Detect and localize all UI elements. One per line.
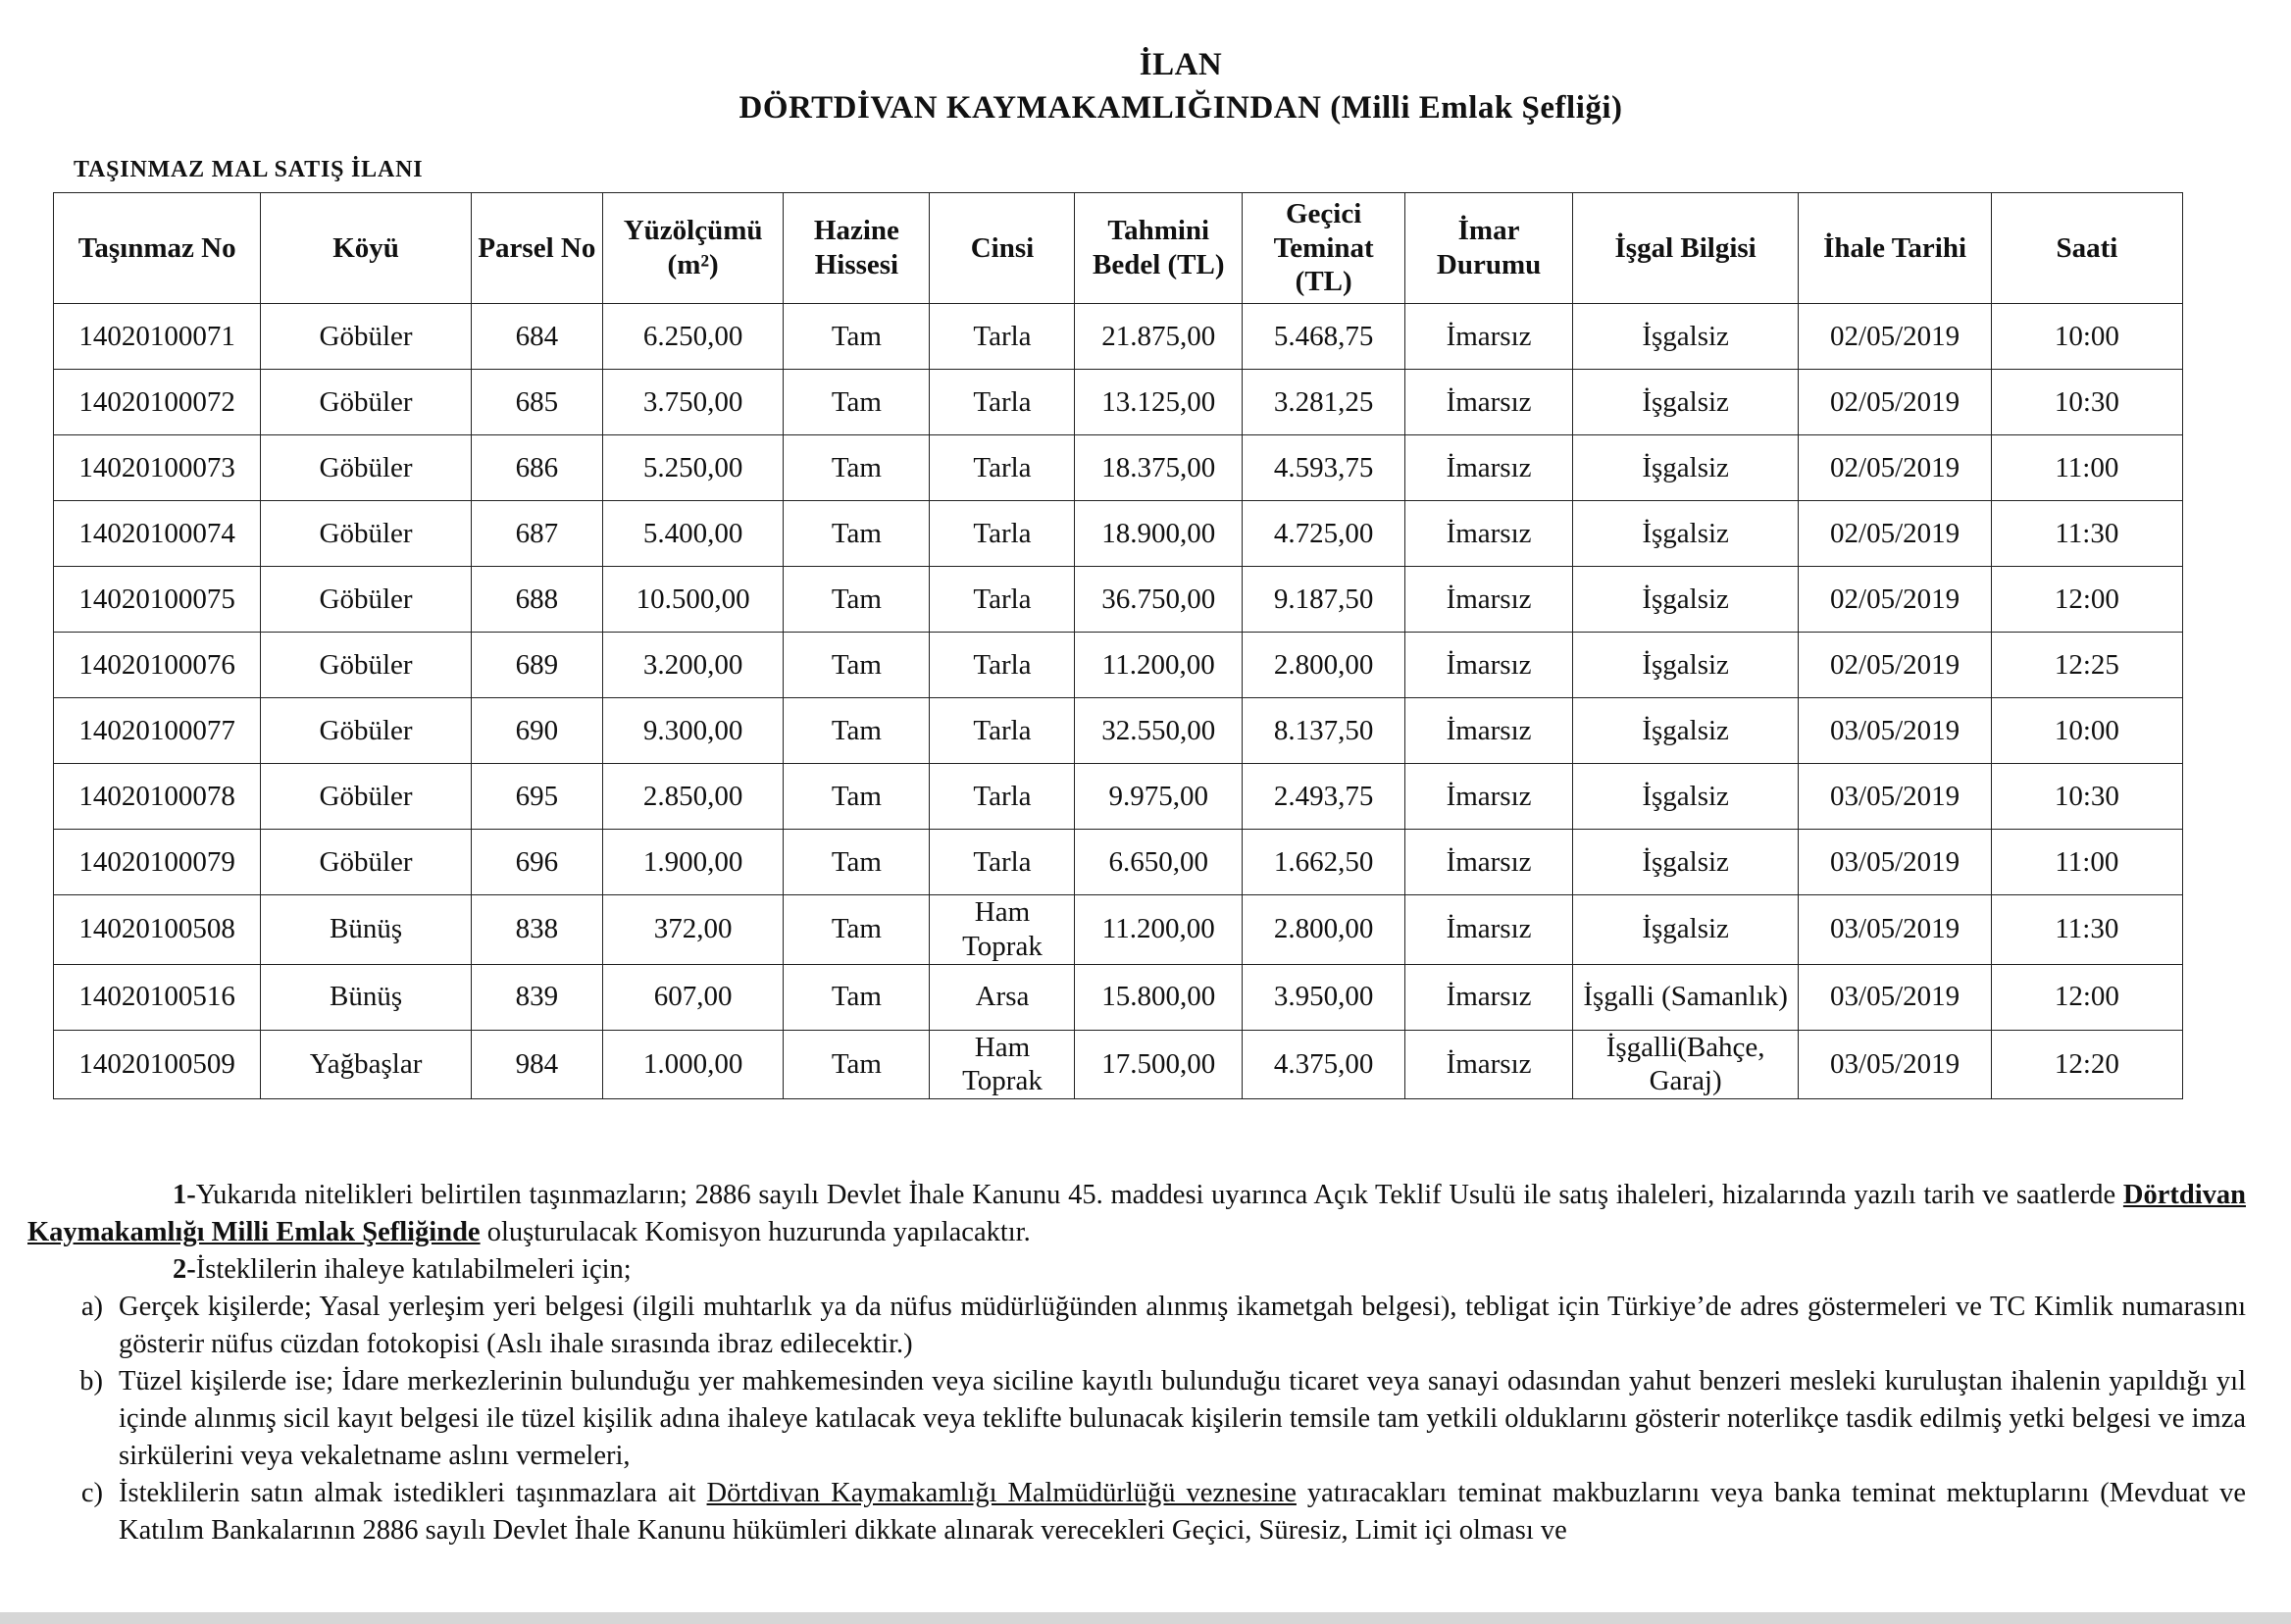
list-text-part: İsteklilerin satın almak istedikleri taşınmazlara ait	[119, 1478, 707, 1508]
cell-hisse: Tam	[784, 304, 930, 370]
cell-tasinmaz-no: 14020100072	[54, 370, 261, 435]
cell-parsel: 687	[471, 501, 602, 567]
cell-tasinmaz-no: 14020100077	[54, 698, 261, 764]
cell-saat: 12:00	[1991, 964, 2182, 1030]
paragraph-number: 2-	[173, 1254, 196, 1285]
list-item-a	[27, 1289, 2246, 1363]
table-row	[54, 895, 2183, 965]
cell-bedel: 9.975,00	[1075, 764, 1243, 830]
cell-tarih: 03/05/2019	[1799, 895, 1991, 965]
cell-cins: Tarla	[930, 764, 1075, 830]
cell-saat: 12:00	[1991, 567, 2182, 633]
cell-cins: Tarla	[930, 698, 1075, 764]
property-table	[53, 192, 2183, 1099]
cell-bedel: 17.500,00	[1075, 1030, 1243, 1099]
cell-tasinmaz-no: 14020100073	[54, 435, 261, 501]
cell-koyu: Göbüler	[261, 567, 472, 633]
cell-tasinmaz-no: 14020100509	[54, 1030, 261, 1099]
cell-teminat: 4.375,00	[1243, 1030, 1405, 1099]
cell-hisse: Tam	[784, 698, 930, 764]
cell-teminat: 2.800,00	[1243, 895, 1405, 965]
header-imar-durumu: İmar Durumu	[1405, 193, 1573, 304]
cell-bedel: 13.125,00	[1075, 370, 1243, 435]
cell-imar: İmarsız	[1405, 895, 1573, 965]
cell-teminat: 9.187,50	[1243, 567, 1405, 633]
cell-bedel: 6.650,00	[1075, 830, 1243, 895]
cell-cins: Tarla	[930, 501, 1075, 567]
list-item-b	[27, 1363, 2246, 1475]
cell-koyu: Göbüler	[261, 370, 472, 435]
cell-koyu: Bünüş	[261, 964, 472, 1030]
list-text: Gerçek kişilerde; Yasal yerleşim yeri belgesi (ilgili muhtarlık ya da nüfus müdürlüğünden alınmış ikametgah belgesi), tebligat için Türkiye’de adres göstermeleri ve TC Kimlik numarasını gösterir nüfus cüzdan fotokopisi (Aslı ihale sırasında ibraz edilecektir.)	[119, 1292, 2246, 1359]
header-ihale-tarihi: İhale Tarihi	[1799, 193, 1991, 304]
cell-teminat: 3.281,25	[1243, 370, 1405, 435]
table-subtitle: TAŞINMAZ MAL SATIŞ İLANI	[74, 157, 424, 182]
cell-tarih: 03/05/2019	[1799, 698, 1991, 764]
payment-office-emphasis: Dörtdivan Kaymakamlığı Malmüdürlüğü veznesine	[706, 1478, 1297, 1508]
cell-bedel: 36.750,00	[1075, 567, 1243, 633]
header-isgal-bilgisi: İşgal Bilgisi	[1572, 193, 1799, 304]
cell-isgal: İşgalsiz	[1572, 895, 1799, 965]
cell-teminat: 1.662,50	[1243, 830, 1405, 895]
cell-imar: İmarsız	[1405, 501, 1573, 567]
cell-parsel: 839	[471, 964, 602, 1030]
cell-cins: Tarla	[930, 633, 1075, 698]
cell-imar: İmarsız	[1405, 964, 1573, 1030]
cell-hisse: Tam	[784, 435, 930, 501]
cell-isgal: İşgalsiz	[1572, 370, 1799, 435]
header-saati: Saati	[1991, 193, 2182, 304]
cell-teminat: 8.137,50	[1243, 698, 1405, 764]
cell-bedel: 32.550,00	[1075, 698, 1243, 764]
cell-parsel: 689	[471, 633, 602, 698]
cell-yuzolcum: 2.850,00	[602, 764, 783, 830]
cell-tasinmaz-no: 14020100508	[54, 895, 261, 965]
table-row	[54, 633, 2183, 698]
list-text: Tüzel kişilerde ise; İdare merkezlerinin bulunduğu yer mahkemesinden veya siciline kayıtlı bulunduğu ticaret veya sanayi odasından yahut benzeri mesleki kuruluştan ihalenin yapıldığı yıl içinde alınmış sicil kayıt belgesi ile tüzel kişilik adına ihaleye katılacak veya teklifte bulunacak kişilerin temsile tam yetkili olduklarını gösterir noterlikçe tasdik edilmiş yetki belgesi ve imza sirkülerini veya vekaletname aslını vermeleri,	[119, 1366, 2246, 1471]
cell-tasinmaz-no: 14020100078	[54, 764, 261, 830]
cell-tasinmaz-no: 14020100071	[54, 304, 261, 370]
cell-imar: İmarsız	[1405, 304, 1573, 370]
table-row	[54, 698, 2183, 764]
cell-hisse: Tam	[784, 633, 930, 698]
table-row	[54, 304, 2183, 370]
cell-saat: 10:00	[1991, 698, 2182, 764]
cell-teminat: 3.950,00	[1243, 964, 1405, 1030]
cell-parsel: 838	[471, 895, 602, 965]
cell-hisse: Tam	[784, 895, 930, 965]
cell-saat: 11:30	[1991, 895, 2182, 965]
table-row	[54, 1030, 2183, 1099]
cell-isgal: İşgalsiz	[1572, 764, 1799, 830]
header-tahmini-bedel: Tahmini Bedel (TL)	[1075, 193, 1243, 304]
venue-emphasis: Dörtdivan Kaymakamlığı Milli Emlak Şefliğinde	[27, 1180, 2246, 1247]
table-row	[54, 435, 2183, 501]
cell-teminat: 4.593,75	[1243, 435, 1405, 501]
cell-cins: Tarla	[930, 830, 1075, 895]
cell-bedel: 18.900,00	[1075, 501, 1243, 567]
cell-isgal: İşgalli (Samanlık)	[1572, 964, 1799, 1030]
notice-title: İLAN	[1139, 47, 1223, 82]
cell-koyu: Göbüler	[261, 633, 472, 698]
cell-saat: 12:20	[1991, 1030, 2182, 1099]
cell-cins: Ham Toprak	[930, 895, 1075, 965]
cell-tarih: 02/05/2019	[1799, 501, 1991, 567]
paragraph-number: 1-	[173, 1180, 196, 1210]
cell-hisse: Tam	[784, 1030, 930, 1099]
cell-teminat: 2.493,75	[1243, 764, 1405, 830]
cell-tarih: 03/05/2019	[1799, 764, 1991, 830]
cell-cins: Arsa	[930, 964, 1075, 1030]
cell-tarih: 03/05/2019	[1799, 964, 1991, 1030]
notice-body	[27, 1177, 2246, 1549]
cell-tarih: 02/05/2019	[1799, 633, 1991, 698]
cell-hisse: Tam	[784, 830, 930, 895]
header-yuzolcumu: Yüzölçümü (m²)	[602, 193, 783, 304]
list-label: c)	[80, 1478, 103, 1508]
cell-saat: 10:00	[1991, 304, 2182, 370]
cell-parsel: 690	[471, 698, 602, 764]
paragraph-text: İsteklilerin ihaleye katılabilmeleri için;	[195, 1254, 632, 1285]
cell-isgal: İşgalsiz	[1572, 501, 1799, 567]
cell-koyu: Göbüler	[261, 764, 472, 830]
cell-tarih: 02/05/2019	[1799, 435, 1991, 501]
cell-bedel: 11.200,00	[1075, 895, 1243, 965]
cell-imar: İmarsız	[1405, 830, 1573, 895]
cell-yuzolcum: 607,00	[602, 964, 783, 1030]
cell-tarih: 03/05/2019	[1799, 1030, 1991, 1099]
cell-saat: 10:30	[1991, 370, 2182, 435]
cell-parsel: 984	[471, 1030, 602, 1099]
header-koyu: Köyü	[261, 193, 472, 304]
cell-imar: İmarsız	[1405, 1030, 1573, 1099]
table-row	[54, 501, 2183, 567]
cell-imar: İmarsız	[1405, 567, 1573, 633]
table-row	[54, 830, 2183, 895]
header-hazine-hissesi: Hazine Hissesi	[784, 193, 930, 304]
cell-isgal: İşgalsiz	[1572, 435, 1799, 501]
cell-koyu: Göbüler	[261, 830, 472, 895]
header-cinsi: Cinsi	[930, 193, 1075, 304]
table-row	[54, 567, 2183, 633]
cell-saat: 11:00	[1991, 435, 2182, 501]
paragraph-2	[27, 1251, 2246, 1289]
cell-tasinmaz-no: 14020100075	[54, 567, 261, 633]
cell-isgal: İşgalsiz	[1572, 633, 1799, 698]
cell-bedel: 15.800,00	[1075, 964, 1243, 1030]
cell-cins: Tarla	[930, 304, 1075, 370]
header-gecici-teminat: Geçici Teminat (TL)	[1243, 193, 1405, 304]
cell-bedel: 11.200,00	[1075, 633, 1243, 698]
table-row	[54, 964, 2183, 1030]
cell-hisse: Tam	[784, 501, 930, 567]
cell-teminat: 2.800,00	[1243, 633, 1405, 698]
cell-imar: İmarsız	[1405, 633, 1573, 698]
cell-hisse: Tam	[784, 764, 930, 830]
cell-yuzolcum: 10.500,00	[602, 567, 783, 633]
cell-imar: İmarsız	[1405, 698, 1573, 764]
cell-koyu: Göbüler	[261, 698, 472, 764]
cell-saat: 10:30	[1991, 764, 2182, 830]
cell-tarih: 02/05/2019	[1799, 370, 1991, 435]
cell-tasinmaz-no: 14020100076	[54, 633, 261, 698]
cell-cins: Tarla	[930, 370, 1075, 435]
cell-bedel: 18.375,00	[1075, 435, 1243, 501]
cell-bedel: 21.875,00	[1075, 304, 1243, 370]
table-row	[54, 764, 2183, 830]
cell-yuzolcum: 9.300,00	[602, 698, 783, 764]
cell-saat: 11:30	[1991, 501, 2182, 567]
cell-isgal: İşgalsiz	[1572, 567, 1799, 633]
cell-koyu: Göbüler	[261, 435, 472, 501]
cell-tasinmaz-no: 14020100516	[54, 964, 261, 1030]
list-text-part: yatıracakları teminat makbuzlarını veya banka teminat mektuplarını (Mevduat ve Katılım Bankalarının 2886 sayılı Devlet İhale Kanunu hükümleri dikkate alınarak verecekleri Geçici, Süresiz, Limit içi olması ve	[119, 1478, 2247, 1546]
cell-yuzolcum: 3.750,00	[602, 370, 783, 435]
table-row	[54, 370, 2183, 435]
cell-parsel: 686	[471, 435, 602, 501]
cell-cins: Tarla	[930, 567, 1075, 633]
paragraph-1	[27, 1177, 2246, 1251]
cell-isgal: İşgalsiz	[1572, 830, 1799, 895]
cell-yuzolcum: 372,00	[602, 895, 783, 965]
list-text	[119, 1475, 2246, 1549]
table-header-row	[54, 193, 2183, 304]
cell-isgal: İşgalsiz	[1572, 304, 1799, 370]
cell-tarih: 02/05/2019	[1799, 304, 1991, 370]
list-item-c	[27, 1475, 2246, 1549]
cell-parsel: 684	[471, 304, 602, 370]
cell-isgal: İşgalli(Bahçe, Garaj)	[1572, 1030, 1799, 1099]
cell-saat: 12:25	[1991, 633, 2182, 698]
cell-koyu: Bünüş	[261, 895, 472, 965]
cell-cins: Tarla	[930, 435, 1075, 501]
cell-cins: Ham Toprak	[930, 1030, 1075, 1099]
cell-saat: 11:00	[1991, 830, 2182, 895]
cell-isgal: İşgalsiz	[1572, 698, 1799, 764]
cell-hisse: Tam	[784, 370, 930, 435]
cell-tarih: 02/05/2019	[1799, 567, 1991, 633]
list-label: b)	[79, 1366, 103, 1396]
cell-parsel: 695	[471, 764, 602, 830]
cell-yuzolcum: 1.000,00	[602, 1030, 783, 1099]
cell-yuzolcum: 6.250,00	[602, 304, 783, 370]
header-tasinmaz-no: Taşınmaz No	[54, 193, 261, 304]
cell-imar: İmarsız	[1405, 370, 1573, 435]
paragraph-text: oluşturulacak Komisyon huzurunda yapılacaktır.	[480, 1217, 1031, 1247]
cell-parsel: 696	[471, 830, 602, 895]
cell-tarih: 03/05/2019	[1799, 830, 1991, 895]
header-parsel-no: Parsel No	[471, 193, 602, 304]
cell-yuzolcum: 5.250,00	[602, 435, 783, 501]
cell-hisse: Tam	[784, 567, 930, 633]
cell-koyu: Göbüler	[261, 501, 472, 567]
cell-yuzolcum: 1.900,00	[602, 830, 783, 895]
list-label: a)	[80, 1292, 103, 1322]
cell-parsel: 685	[471, 370, 602, 435]
cell-hisse: Tam	[784, 964, 930, 1030]
cell-yuzolcum: 3.200,00	[602, 633, 783, 698]
scan-edge	[0, 1612, 2291, 1624]
cell-imar: İmarsız	[1405, 435, 1573, 501]
issuer-title: DÖRTDİVAN KAYMAKAMLIĞINDAN (Milli Emlak Şefliği)	[738, 90, 1623, 126]
cell-koyu: Göbüler	[261, 304, 472, 370]
cell-yuzolcum: 5.400,00	[602, 501, 783, 567]
cell-teminat: 4.725,00	[1243, 501, 1405, 567]
paragraph-text: Yukarıda nitelikleri belirtilen taşınmazların; 2886 sayılı Devlet İhale Kanunu 45. maddesi uyarınca Açık Teklif Usulü ile satış ihaleleri, hizalarında yazılı tarih ve saatlerde	[195, 1180, 2123, 1210]
cell-teminat: 5.468,75	[1243, 304, 1405, 370]
cell-parsel: 688	[471, 567, 602, 633]
cell-tasinmaz-no: 14020100079	[54, 830, 261, 895]
cell-imar: İmarsız	[1405, 764, 1573, 830]
cell-tasinmaz-no: 14020100074	[54, 501, 261, 567]
cell-koyu: Yağbaşlar	[261, 1030, 472, 1099]
